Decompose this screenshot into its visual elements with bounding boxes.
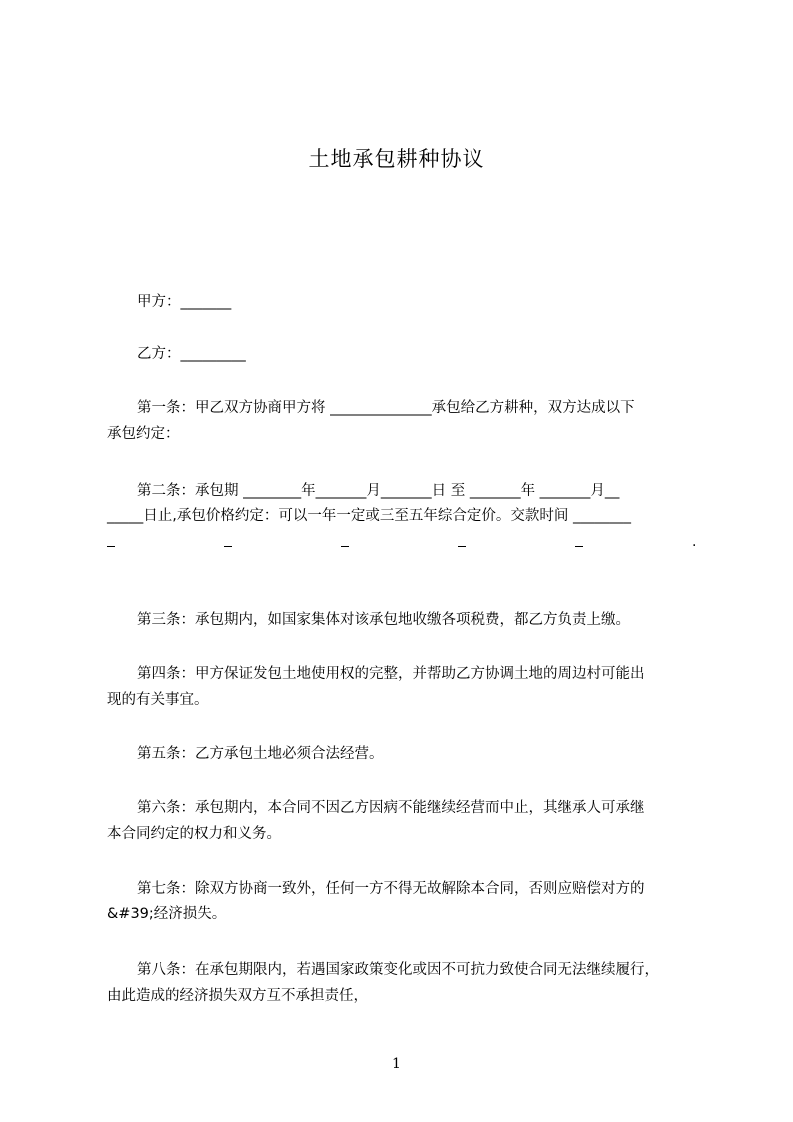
blank-mark [458, 534, 466, 547]
blank-mark [224, 534, 232, 547]
document-title: 土地承包耕种协议 [308, 147, 485, 171]
article-5-line-1: 第五条：乙方承包土地必须合法经营。 [137, 746, 384, 762]
article-1-line-2: 承包约定： [107, 426, 180, 442]
party-b-line: 乙方：_________ [137, 346, 246, 362]
article-1-line-1: 第一条：甲乙双方协商甲方将 ______________承包给乙方耕种，双方达成以下 [137, 400, 635, 416]
blank-mark [575, 534, 583, 547]
article-8-line-2: 由此造成的经济损失双方互不承担责任， [107, 988, 368, 1004]
page-number: 1 [392, 1056, 401, 1072]
article-4-line-2: 现的有关事宜。 [107, 692, 209, 708]
article-7-line-2: &#39;经济损失。 [107, 906, 227, 922]
article-2-blank-row [107, 534, 702, 554]
article-6-line-2: 本合同约定的权力和义务。 [107, 826, 281, 842]
blank-mark [341, 534, 349, 547]
article-8-line-1: 第八条：在承包期限内，若遇国家政策变化或因不可抗力致使合同无法继续履行， [137, 962, 659, 978]
article-7-line-1: 第七条：除双方协商一致外，任何一方不得无故解除本合同，否则应赔偿对方的 [137, 881, 645, 897]
blank-mark [107, 534, 115, 547]
article-6-line-1: 第六条：承包期内，本合同不因乙方因病不能继续经营而中止，其继承人可承继 [137, 800, 645, 816]
article-2-line-1: 第二条：承包期 ________年_______月_______日 至 _______年 _______月__ [137, 483, 620, 499]
article-2-end-mark: . [692, 534, 697, 550]
article-4-line-1: 第四条：甲方保证发包土地使用权的完整，并帮助乙方协调土地的周边村可能出 [137, 666, 645, 682]
article-2-line-2: _____日止,承包价格约定：可以一年一定或三至五年综合定价。交款时间 ________ [107, 508, 631, 524]
party-a-line: 甲方：_______ [137, 294, 232, 310]
article-3-line-1: 第三条：承包期内，如国家集体对该承包地收缴各项税费，都乙方负责上缴。 [137, 612, 630, 628]
